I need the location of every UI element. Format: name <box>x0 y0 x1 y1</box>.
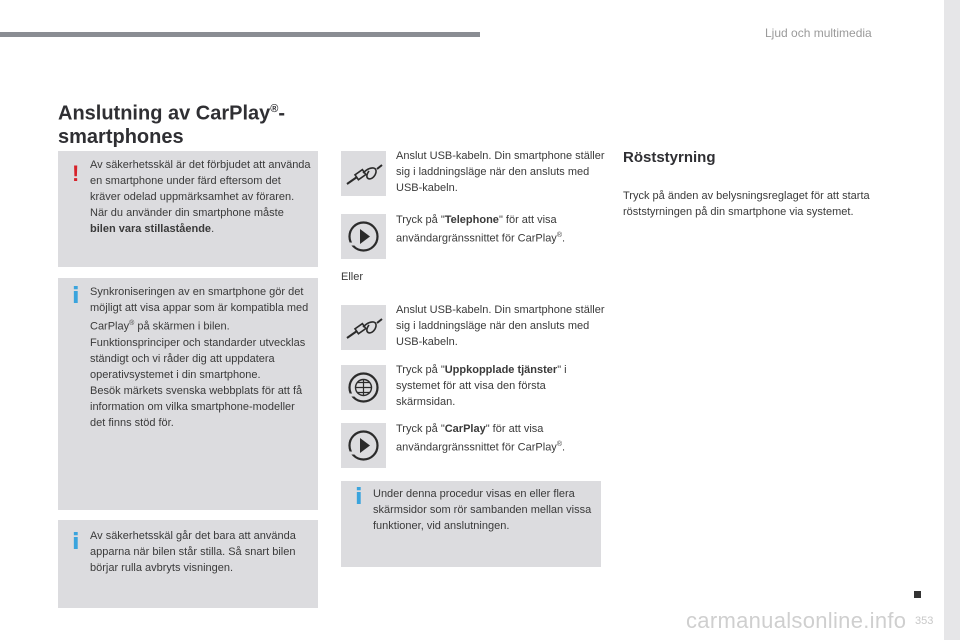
warning-text: Av säkerhetsskäl är det förbjudet att använda en smartphone under färd eftersom det kräver odelad uppmärksamhet av föraren. När du använder din smartphone måste bilen vara stillastående. <box>90 159 311 235</box>
end-of-section-mark <box>914 591 921 598</box>
exclamation-icon: ! <box>72 161 80 186</box>
play-graphic <box>341 214 386 259</box>
usb-cable-graphic <box>341 151 386 196</box>
section-header: Ljud och multimedia <box>765 26 872 40</box>
info-safety-text: Av säkerhetsskäl går det bara att använda apparna när bilen står stilla. Så snart bilen börjar rulla avbryts visningen. <box>90 530 296 574</box>
info-box-safety <box>58 520 318 608</box>
usb-cable-icon <box>341 305 386 350</box>
step-connect-usb-2: Anslut USB-kabeln. Din smartphone ställer sig i laddningsläge när den ansluts med USB-kabeln. <box>396 304 605 348</box>
step-telephone: Tryck på "Telephone" för att visa användargränssnittet för CarPlay®. <box>396 214 566 245</box>
step-connected-services: Tryck på "Uppkopplade tjänster" i systemet för att visa den första skärmsidan. <box>396 364 567 408</box>
info-box-sync <box>58 278 318 510</box>
page-number: 353 <box>915 615 934 627</box>
usb-cable-icon <box>341 151 386 196</box>
page-title: Anslutning av CarPlay®- smartphones <box>58 102 286 148</box>
globe-graphic <box>341 365 386 410</box>
info-icon: i <box>355 485 363 510</box>
info-icon: i <box>72 530 80 555</box>
info-sync-text: Synkroniseringen av en smartphone gör det möjligt att visa appar som är kompatibla med CarPlay® på skärmen i bilen. Funktionsprinciper och standarder utvecklas ständigt och vi råder dig att uppdatera operativsystemet i din smartphone. Besök märkets svenska webbplats för att få information om vilka smartphone-modeller det finns stöd för. <box>90 286 309 429</box>
step-connect-usb-1: Anslut USB-kabeln. Din smartphone ställer sig i laddningsläge när den ansluts med USB-kabeln. <box>396 150 605 194</box>
info-icon: i <box>72 284 80 309</box>
or-label: Eller <box>341 271 364 283</box>
warning-box <box>58 151 318 267</box>
voice-control-text: Tryck på änden av belysningsreglaget för att starta röststyrningen på din smartphone via systemet. <box>623 190 870 218</box>
play-graphic <box>341 423 386 468</box>
info-procedure-text: Under denna procedur visas en eller flera skärmsidor som rör sambanden mellan vissa funktioner, vid anslutningen. <box>373 488 592 532</box>
usb-cable-graphic <box>341 305 386 350</box>
watermark: carmanualsonline.info <box>686 608 907 633</box>
play-button-icon <box>341 214 386 259</box>
play-button-icon <box>341 423 386 468</box>
info-box-procedure <box>341 481 601 567</box>
step-carplay: Tryck på "CarPlay" för att visa användargränssnittet för CarPlay®. <box>396 423 566 454</box>
page-edge-strip <box>944 0 960 640</box>
connected-services-icon <box>341 365 386 410</box>
header-bar <box>0 32 480 37</box>
voice-control-title: Röststyrning <box>623 149 716 166</box>
